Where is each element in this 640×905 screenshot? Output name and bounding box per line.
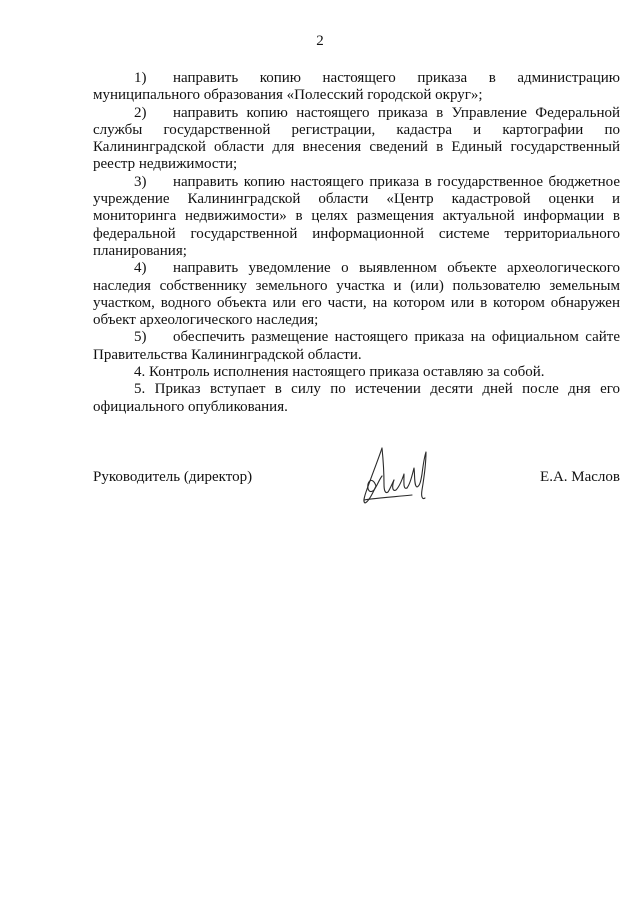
clause <box>93 381 620 416</box>
handwritten-signature <box>352 440 442 510</box>
list-item <box>93 105 620 174</box>
page-number: 2 <box>316 33 324 49</box>
item-number: 2) <box>134 104 147 121</box>
item-text: направить уведомление о выявленном объекте археологического наследия собственнику земельного участка и (или) пользователю земельным участком, водного объекта или его части, на котором или в котором обнаружен объект археологического наследия; <box>93 260 620 329</box>
item-text: направить копию настоящего приказа в Управление Федеральной службы государственной регистрации, кадастра и картографии по Калининградской области для внесения сведений в Единый государственный реестр недвижимости; <box>93 104 620 173</box>
item-text: направить копию настоящего приказа в администрацию муниципального образования «Полесский городской округ»; <box>93 70 620 104</box>
clause-text: 4. Контроль исполнения настоящего приказа оставляю за собой. <box>134 364 545 381</box>
item-number: 4) <box>134 260 147 277</box>
item-number: 1) <box>134 70 147 86</box>
item-number: 3) <box>134 173 147 190</box>
item-number: 5) <box>134 329 147 346</box>
signer-position: Руководитель (директор) <box>93 469 253 485</box>
item-text: направить копию настоящего приказа в государственное бюджетное учреждение Калининградской области «Центр кадастровой оценки и мониторинга недвижимости» в целях размещения актуальной информации в федеральной государственной информационной системе территориального планирования; <box>93 173 620 259</box>
list-item <box>93 174 620 260</box>
list-item <box>93 329 620 364</box>
clause <box>93 364 620 381</box>
list-item <box>93 70 620 105</box>
document-body <box>93 70 620 416</box>
clause-text: 5. Приказ вступает в силу по истечении десяти дней после дня его официального опубликования. <box>93 381 620 415</box>
signer-name: Е.А. Маслов <box>540 469 620 485</box>
list-item <box>93 260 620 329</box>
item-text: обеспечить размещение настоящего приказа на официальном сайте Правительства Калининградской области. <box>93 329 620 363</box>
